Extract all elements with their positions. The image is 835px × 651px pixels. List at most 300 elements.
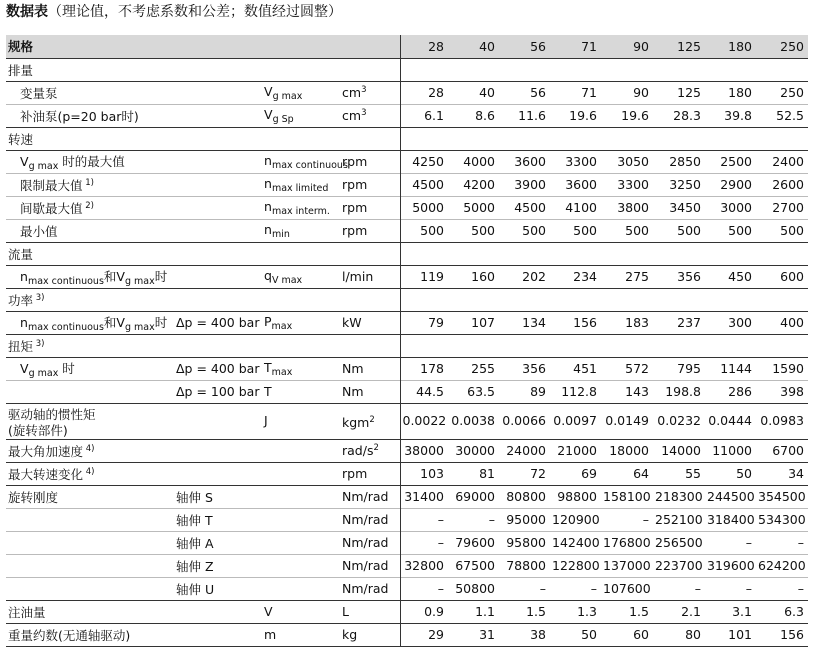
value-cell (601, 334, 653, 357)
value-cell: 5000 (400, 196, 448, 219)
value-cell: 500 (448, 219, 499, 242)
section-row (6, 334, 808, 357)
header-size: 40 (448, 35, 499, 58)
value-cell: 2.1 (653, 600, 705, 623)
value-cell (705, 242, 756, 265)
row-condition: 轴伸 Z (174, 554, 262, 577)
value-cell (499, 242, 550, 265)
row-symbol (262, 439, 340, 462)
value-cell: 156 (756, 623, 808, 646)
row-label (6, 173, 174, 196)
value-cell: 500 (705, 219, 756, 242)
row-condition: 轴伸 S (174, 485, 262, 508)
row-condition: Δp = 100 bar (174, 380, 262, 403)
table-row (6, 380, 808, 403)
section-row (6, 127, 808, 150)
unit-text: kW (342, 315, 362, 330)
value-cell (601, 242, 653, 265)
value-cell: 3600 (550, 173, 601, 196)
row-condition (174, 219, 262, 242)
row-symbol (262, 196, 340, 219)
row-condition (174, 173, 262, 196)
value-cell: 79 (400, 311, 448, 334)
value-cell: 1.5 (499, 600, 550, 623)
value-cell: 0.0983 (756, 403, 808, 439)
value-cell: 2850 (653, 150, 705, 173)
value-cell: 3000 (705, 196, 756, 219)
value-cell: 5000 (448, 196, 499, 219)
value-cell (499, 58, 550, 81)
unit-text: Nm (342, 361, 364, 376)
value-cell: 500 (653, 219, 705, 242)
value-cell: 2400 (756, 150, 808, 173)
row-unit (340, 357, 400, 380)
value-cell (550, 334, 601, 357)
value-cell: 28 (400, 81, 448, 104)
value-cell: – (499, 577, 550, 600)
row-unit (340, 577, 400, 600)
value-cell (653, 334, 705, 357)
value-cell: 14000 (653, 439, 705, 462)
symbol-text: m (264, 627, 277, 642)
value-cell: 4000 (448, 150, 499, 173)
label-text: V (20, 360, 29, 376)
value-cell: 0.0066 (499, 403, 550, 439)
value-cell: 4100 (550, 196, 601, 219)
label-text: 注油量 (8, 604, 46, 620)
row-condition (174, 265, 262, 288)
row-label (6, 577, 174, 600)
unit-text: cm (342, 108, 362, 123)
value-cell: 2700 (756, 196, 808, 219)
value-cell (400, 58, 448, 81)
symbol-text: n (264, 198, 272, 214)
value-cell: 50 (550, 623, 601, 646)
value-cell: 107 (448, 311, 499, 334)
symbol-sub: max interm. (271, 205, 330, 217)
row-symbol (262, 311, 340, 334)
value-cell (756, 334, 808, 357)
value-cell: 80800 (499, 485, 550, 508)
page-title (6, 2, 342, 22)
value-cell (499, 127, 550, 150)
row-label (6, 357, 174, 380)
label-tail: 时 (154, 268, 168, 284)
value-cell (705, 127, 756, 150)
value-cell: 31 (448, 623, 499, 646)
value-cell: 21000 (550, 439, 601, 462)
row-label (6, 150, 174, 173)
row-unit (340, 462, 400, 485)
header-size: 28 (400, 35, 448, 58)
value-cell (448, 242, 499, 265)
label-text: 补油泵(p=20 bar时) (20, 108, 139, 124)
symbol-sub: min (271, 228, 290, 240)
value-cell: 234 (550, 265, 601, 288)
value-cell (499, 334, 550, 357)
value-cell: 55 (653, 462, 705, 485)
unit-text: L (342, 604, 349, 619)
value-cell: 624200 (756, 554, 808, 577)
value-cell (756, 127, 808, 150)
row-unit (340, 311, 400, 334)
value-cell: 275 (601, 265, 653, 288)
value-cell: 143 (601, 380, 653, 403)
row-unit (340, 403, 400, 439)
row-label (6, 58, 174, 81)
value-cell (601, 127, 653, 150)
symbol-text: V (264, 106, 273, 122)
value-cell: 67500 (448, 554, 499, 577)
value-cell (400, 127, 448, 150)
value-cell: 18000 (601, 439, 653, 462)
value-cell (550, 127, 601, 150)
value-cell: 398 (756, 380, 808, 403)
title-rest: （理论值，不考虑系数和公差；数值经过圆整） (48, 4, 342, 20)
table-row (6, 265, 808, 288)
row-condition: Δp = 400 bar (174, 311, 262, 334)
row-label (6, 334, 174, 357)
value-cell: 107600 (601, 577, 653, 600)
value-cell: 286 (705, 380, 756, 403)
value-cell: 31400 (400, 485, 448, 508)
table-row (6, 311, 808, 334)
value-cell (756, 58, 808, 81)
row-condition: Δp = 400 bar (174, 357, 262, 380)
unit-text: rpm (342, 466, 368, 481)
value-cell: 250 (756, 81, 808, 104)
value-cell: 1144 (705, 357, 756, 380)
value-cell: 0.0097 (550, 403, 601, 439)
row-label (6, 439, 174, 462)
row-condition (174, 439, 262, 462)
symbol-sub: max continuous (271, 159, 348, 171)
table-row (6, 462, 808, 485)
label-text: 最大转速变化 (8, 466, 84, 482)
table-row (6, 508, 808, 531)
label-note: 3) (33, 292, 45, 303)
label-text: 排量 (8, 62, 34, 78)
row-symbol (262, 219, 340, 242)
value-cell: – (400, 577, 448, 600)
value-cell: 400 (756, 311, 808, 334)
row-label (6, 127, 174, 150)
row-symbol (262, 485, 340, 508)
row-label (6, 380, 174, 403)
row-label (6, 242, 174, 265)
row-symbol (262, 334, 340, 357)
value-cell: 71 (550, 81, 601, 104)
row-condition (174, 81, 262, 104)
label-text: 流量 (8, 246, 34, 262)
value-cell: 119 (400, 265, 448, 288)
value-cell: 354500 (756, 485, 808, 508)
table-row (6, 357, 808, 380)
row-unit (340, 380, 400, 403)
value-cell (448, 127, 499, 150)
value-cell: 122800 (550, 554, 601, 577)
value-cell: 255 (448, 357, 499, 380)
row-unit (340, 485, 400, 508)
value-cell: 6.1 (400, 104, 448, 127)
table-row (6, 554, 808, 577)
label-note: 4) (83, 443, 95, 454)
value-cell: 180 (705, 81, 756, 104)
symbol-text: V (264, 83, 273, 99)
row-label (6, 311, 174, 334)
row-unit (340, 150, 400, 173)
value-cell: 3450 (653, 196, 705, 219)
row-label (6, 403, 174, 439)
row-symbol (262, 173, 340, 196)
value-cell: 101 (705, 623, 756, 646)
row-unit (340, 196, 400, 219)
value-cell: – (653, 577, 705, 600)
label-text: 驱动轴的惯性矩 (8, 406, 96, 422)
value-cell: 534300 (756, 508, 808, 531)
row-symbol (262, 357, 340, 380)
value-cell (400, 334, 448, 357)
row-symbol (262, 127, 340, 150)
value-cell: 0.9 (400, 600, 448, 623)
value-cell: 4200 (448, 173, 499, 196)
value-cell: 178 (400, 357, 448, 380)
value-cell (653, 242, 705, 265)
row-unit (340, 81, 400, 104)
unit-sup: 2 (373, 443, 379, 453)
value-cell: – (400, 531, 448, 554)
value-cell: – (448, 508, 499, 531)
value-cell: 3600 (499, 150, 550, 173)
row-condition (174, 242, 262, 265)
value-cell: 218300 (653, 485, 705, 508)
value-cell: 3250 (653, 173, 705, 196)
unit-text: Nm/rad (342, 512, 389, 527)
row-label (6, 288, 174, 311)
value-cell: 125 (653, 81, 705, 104)
value-cell (550, 242, 601, 265)
value-cell: 0.0022 (400, 403, 448, 439)
symbol-text: n (264, 221, 272, 237)
row-label (6, 196, 174, 219)
label-text: 转速 (8, 131, 34, 147)
value-cell (653, 288, 705, 311)
value-cell: 63.5 (448, 380, 499, 403)
value-cell: 72 (499, 462, 550, 485)
value-cell: 69000 (448, 485, 499, 508)
value-cell: 0.0444 (705, 403, 756, 439)
value-cell: 39.8 (705, 104, 756, 127)
row-symbol (262, 242, 340, 265)
table-row (6, 81, 808, 104)
value-cell: 1590 (756, 357, 808, 380)
label-tail: 时的最大值 (58, 153, 125, 169)
label-text: 最大角加速度 (8, 443, 84, 459)
value-cell: 19.6 (601, 104, 653, 127)
row-condition (174, 623, 262, 646)
value-cell: 500 (550, 219, 601, 242)
symbol-sub: max (271, 320, 293, 332)
row-symbol (262, 554, 340, 577)
value-cell: 69 (550, 462, 601, 485)
label-sub: max continuous (27, 321, 104, 333)
row-unit (340, 127, 400, 150)
value-cell: 3.1 (705, 600, 756, 623)
symbol-sub: max (271, 366, 293, 378)
row-label (6, 265, 174, 288)
row-unit (340, 439, 400, 462)
value-cell: – (705, 531, 756, 554)
value-cell: 1.1 (448, 600, 499, 623)
value-cell: 38000 (400, 439, 448, 462)
row-label (6, 219, 174, 242)
label-text: 限制最大值 (20, 177, 83, 193)
row-unit (340, 288, 400, 311)
label-text: 扭矩 (8, 338, 34, 354)
table-row (6, 219, 808, 242)
unit-text: rpm (342, 223, 368, 238)
row-label (6, 104, 174, 127)
value-cell: 29 (400, 623, 448, 646)
row-symbol (262, 58, 340, 81)
value-cell: 183 (601, 311, 653, 334)
label-text: n (20, 314, 28, 330)
row-condition (174, 127, 262, 150)
label-sub: g max (124, 321, 155, 333)
value-cell: 1.3 (550, 600, 601, 623)
row-label (6, 600, 174, 623)
value-cell: – (400, 508, 448, 531)
value-cell: 223700 (653, 554, 705, 577)
label-note: 3) (33, 338, 45, 349)
value-cell: 244500 (705, 485, 756, 508)
title-bold: 数据表 (6, 4, 48, 20)
value-cell: 64 (601, 462, 653, 485)
value-cell: 237 (653, 311, 705, 334)
value-cell: 32800 (400, 554, 448, 577)
value-cell: – (705, 577, 756, 600)
row-condition (174, 150, 262, 173)
row-unit (340, 334, 400, 357)
row-unit (340, 104, 400, 127)
label-text: 旋转刚度 (8, 489, 59, 505)
value-cell: 6700 (756, 439, 808, 462)
header-size: 250 (756, 35, 808, 58)
value-cell (653, 127, 705, 150)
table-row (6, 104, 808, 127)
table-row (6, 403, 808, 439)
label-sub: g max (124, 275, 155, 287)
value-cell: 198.8 (653, 380, 705, 403)
table-row (6, 623, 808, 646)
value-cell: 2500 (705, 150, 756, 173)
table-row (6, 577, 808, 600)
row-condition (174, 288, 262, 311)
symbol-text: P (264, 313, 272, 329)
row-symbol (262, 508, 340, 531)
value-cell: 81 (448, 462, 499, 485)
row-condition: 轴伸 A (174, 531, 262, 554)
value-cell: 11000 (705, 439, 756, 462)
row-unit (340, 58, 400, 81)
value-cell: 90 (601, 81, 653, 104)
unit-text: kgm (342, 414, 370, 430)
row-label (6, 531, 174, 554)
value-cell: 28.3 (653, 104, 705, 127)
value-cell: 4250 (400, 150, 448, 173)
row-unit (340, 508, 400, 531)
row-condition (174, 58, 262, 81)
label-tail: 时 (58, 360, 75, 376)
row-symbol (262, 403, 340, 439)
unit-sup: 3 (361, 108, 367, 118)
row-condition: 轴伸 U (174, 577, 262, 600)
row-condition (174, 104, 262, 127)
value-cell: 52.5 (756, 104, 808, 127)
header-label: 规格 (6, 35, 174, 58)
value-cell: 80 (653, 623, 705, 646)
symbol-text: n (264, 152, 272, 168)
value-cell (756, 242, 808, 265)
row-label (6, 462, 174, 485)
header-size: 71 (550, 35, 601, 58)
table-row (6, 485, 808, 508)
unit-text: kg (342, 627, 358, 642)
row-symbol (262, 577, 340, 600)
symbol-text: n (264, 175, 272, 191)
value-cell: 356 (653, 265, 705, 288)
value-cell: 451 (550, 357, 601, 380)
row-symbol (262, 150, 348, 173)
label-text: 重量约数(无通轴驱动) (8, 627, 131, 643)
value-cell: 2900 (705, 173, 756, 196)
value-cell (400, 288, 448, 311)
unit-text: l/min (342, 269, 374, 284)
label-sub: g max (28, 367, 59, 379)
row-condition: 轴伸 T (174, 508, 262, 531)
unit-text: Nm/rad (342, 558, 389, 573)
value-cell: 95800 (499, 531, 550, 554)
value-cell: 0.0232 (653, 403, 705, 439)
unit-text: Nm/rad (342, 581, 389, 596)
value-cell: 8.6 (448, 104, 499, 127)
value-cell: 56 (499, 81, 550, 104)
value-cell: 11.6 (499, 104, 550, 127)
table-row (6, 531, 808, 554)
value-cell: 3900 (499, 173, 550, 196)
value-cell: 30000 (448, 439, 499, 462)
value-cell: 112.8 (550, 380, 601, 403)
value-cell (400, 242, 448, 265)
value-cell: 600 (756, 265, 808, 288)
symbol-text: J (264, 413, 268, 428)
value-cell: 160 (448, 265, 499, 288)
symbol-text: T (264, 384, 272, 399)
value-cell: 3300 (550, 150, 601, 173)
data-table (6, 35, 808, 647)
value-cell: 158100 (601, 485, 653, 508)
value-cell: 78800 (499, 554, 550, 577)
unit-text: rad/s (342, 443, 374, 458)
row-unit (340, 623, 400, 646)
label-text: V (20, 153, 29, 169)
row-label (6, 623, 174, 646)
label-text-2: (旋转部件) (8, 422, 68, 438)
value-cell (705, 334, 756, 357)
label-sub: max continuous (27, 275, 104, 287)
value-cell (705, 288, 756, 311)
table-row (6, 173, 808, 196)
